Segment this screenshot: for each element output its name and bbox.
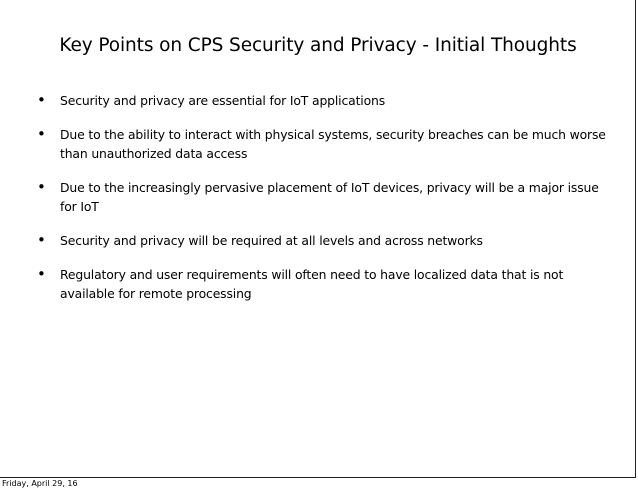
footer-date: Friday, April 29, 16 (2, 479, 78, 488)
bullet-item (0, 265, 636, 303)
bullet-text: Due to the ability to interact with physical systems, security breaches can be much worse than unauthorized data access (60, 127, 606, 161)
bullet-item (0, 178, 636, 216)
bullet-dot-icon: • (37, 125, 46, 143)
bullet-list (0, 91, 636, 318)
bullet-dot-icon: • (37, 265, 46, 283)
slide-title: Key Points on CPS Security and Privacy - Initial Thoughts (59, 35, 577, 56)
bullet-text: Security and privacy will be required at all levels and across networks (60, 233, 483, 248)
bullet-item (0, 125, 636, 163)
bullet-text: Security and privacy are essential for IoT applications (60, 93, 386, 108)
bullet-text: Due to the increasingly pervasive placement of IoT devices, privacy will be a major issue for IoT (60, 180, 599, 214)
bullet-item (0, 231, 636, 250)
bullet-dot-icon: • (37, 231, 46, 249)
bullet-dot-icon: • (37, 178, 46, 196)
bullet-item (0, 91, 636, 110)
bullet-dot-icon: • (37, 91, 46, 109)
bullet-text: Regulatory and user requirements will often need to have localized data that is not available for remote processing (60, 267, 564, 301)
